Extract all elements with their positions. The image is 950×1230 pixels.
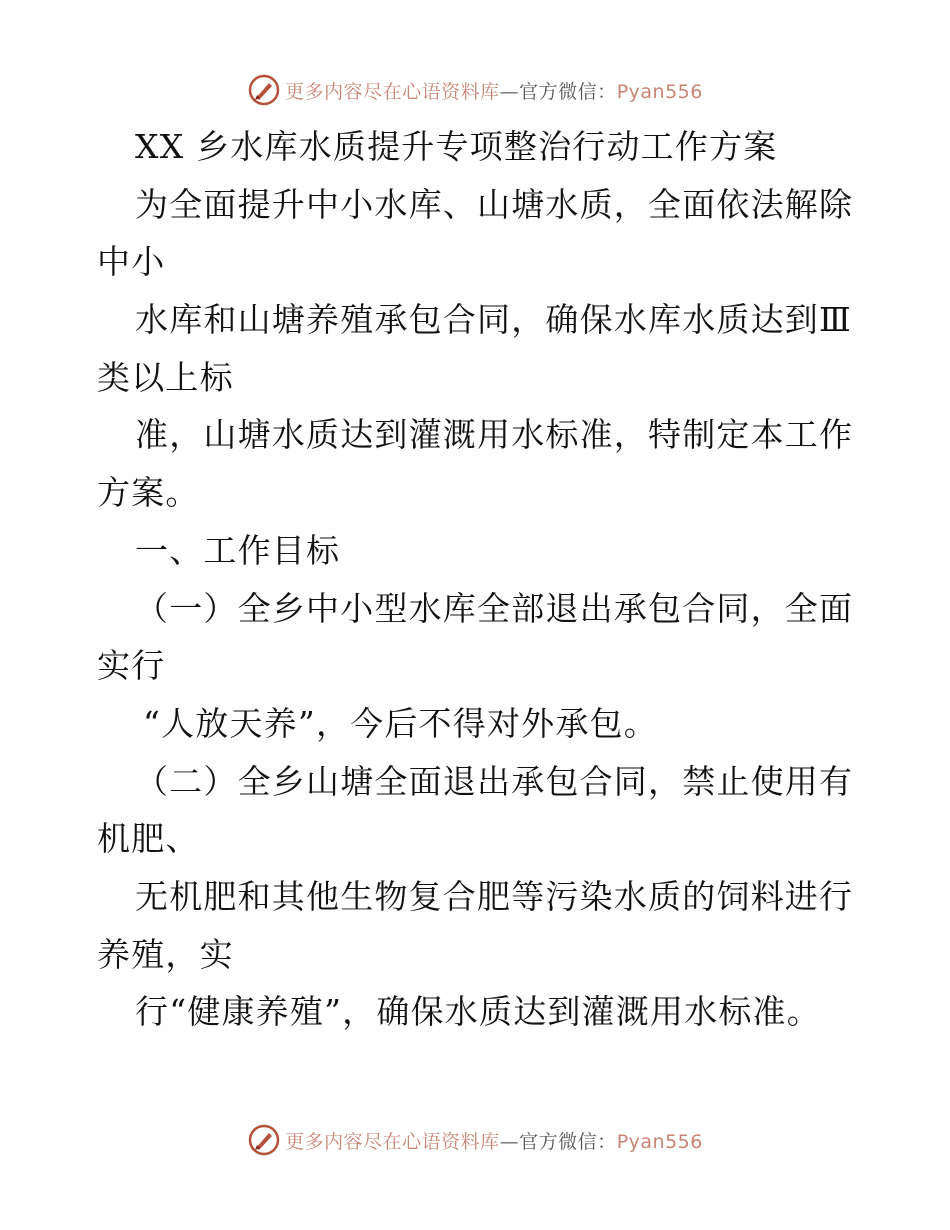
paragraph-line: 方案。: [97, 473, 200, 513]
paragraph-line: 养殖，实: [97, 934, 234, 974]
paragraph-line: “人放天养”，今后不得对外承包。: [143, 703, 658, 743]
paragraph-line: 行“健康养殖”，确保水质达到灌溉用水标准。: [135, 992, 821, 1032]
document-body: [97, 118, 857, 1041]
watermark-wechat-label: 官方微信：: [519, 1130, 617, 1153]
header-watermark: [0, 70, 950, 110]
paragraph-line: 为全面提升中小水库、山塘水质，全面依法解除: [135, 184, 854, 224]
section-heading: 一、工作目标: [135, 530, 341, 570]
footer-watermark: [0, 1120, 950, 1160]
pen-logo-icon: [247, 73, 281, 107]
watermark-text: 更多内容尽在心语资料库: [285, 80, 500, 103]
paragraph-line: 机肥、: [97, 819, 200, 859]
watermark-text: 更多内容尽在心语资料库: [285, 1130, 500, 1153]
watermark-wechat-id: Pyan556: [616, 80, 703, 103]
paragraph-line: 中小: [97, 242, 166, 282]
paragraph-line: 准，山塘水质达到灌溉用水标准，特制定本工作: [135, 415, 854, 455]
paragraph-line: 水库和山塘养殖承包合同，确保水库水质达到Ⅲ: [135, 300, 853, 340]
pen-logo-icon: [247, 1123, 281, 1157]
paragraph-line: （一）全乡中小型水库全部退出承包合同，全面: [135, 588, 854, 628]
watermark-wechat-id: Pyan556: [616, 1130, 703, 1153]
watermark-wechat-label: 官方微信：: [519, 80, 617, 103]
paragraph-line: （二）全乡山塘全面退出承包合同，禁止使用有: [135, 761, 854, 801]
paragraph-line: 实行: [97, 646, 166, 686]
document-title: XX 乡水库水质提升专项整治行动工作方案: [135, 127, 778, 166]
paragraph-line: 类以上标: [97, 357, 234, 397]
watermark-separator: —: [499, 80, 520, 103]
paragraph-line: 无机肥和其他生物复合肥等污染水质的饲料进行: [135, 876, 854, 916]
watermark-separator: —: [499, 1130, 520, 1153]
